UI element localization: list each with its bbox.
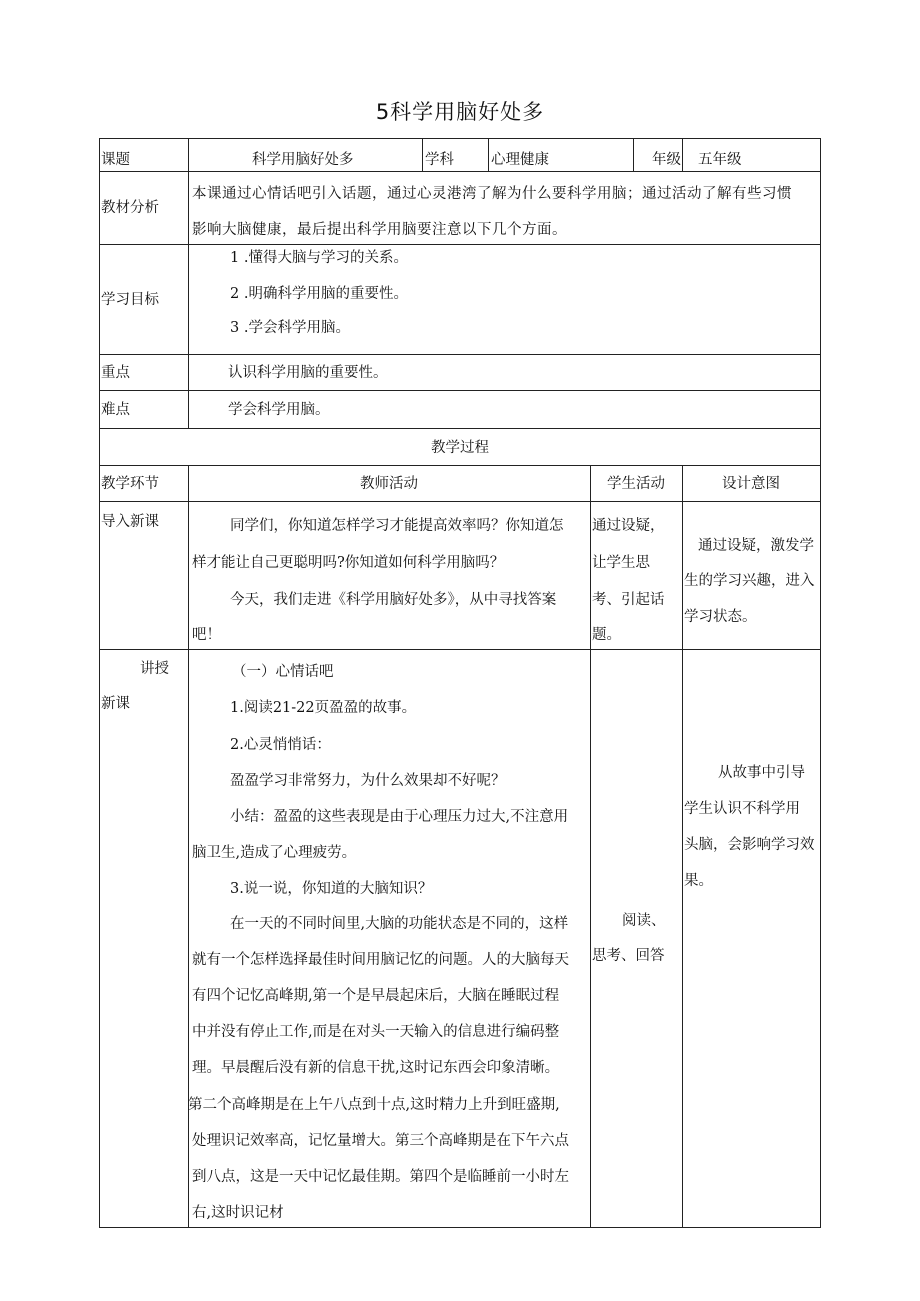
teach-teacher-line: 有四个记忆高峰期,第一个是早晨起床后，大脑在睡眠过程 (192, 988, 560, 1004)
column-student: 学生活动 (607, 476, 665, 492)
goal-item: 2 .明确科学用脑的重要性。 (230, 286, 408, 302)
course-label: 课题 (101, 152, 130, 168)
teach-teacher-line: 在一天的不同时间里,大脑的功能状态是不同的，这样 (230, 916, 569, 932)
intro-teacher-line: 吧！ (192, 627, 221, 643)
teach-intent-line: 学生认识不科学用 (684, 801, 800, 817)
column-stage: 教学环节 (101, 476, 159, 492)
teach-stage-line: 新课 (101, 696, 130, 712)
subject-value: 心理健康 (491, 152, 549, 168)
column-intent: 设计意图 (722, 476, 780, 492)
teach-teacher-line: 处理识记效率高，记忆量增大。第三个高峰期是在下午六点 (192, 1133, 569, 1149)
teach-teacher-line: 右,这时识记材 (192, 1205, 284, 1221)
intro-intent-line: 学习状态。 (684, 609, 757, 625)
teach-student-line: 思考、回答 (592, 948, 665, 964)
intro-teacher-line: 同学们，你知道怎样学习才能提高效率吗？你知道怎 (230, 518, 564, 534)
goal-item: 3 .学会科学用脑。 (230, 320, 350, 336)
intro-student-line: 通过设疑， (592, 518, 665, 534)
teach-teacher-line: 就有一个怎样选择最佳时间用脑记忆的问题。人的大脑每天 (192, 952, 569, 968)
teach-intent-line: 果。 (684, 873, 713, 889)
teach-intent-line: 从故事中引导 (718, 765, 805, 781)
teach-teacher-line: 第二个高峰期是在上午八点到十点,这时精力上升到旺盛期, (188, 1097, 560, 1113)
column-teacher: 教师活动 (360, 476, 418, 492)
analysis-label: 教材分析 (101, 200, 159, 216)
teach-stage-line: 讲授 (140, 661, 169, 677)
difficulty-label: 难点 (101, 402, 130, 418)
teach-teacher-line: 中并没有停止工作,而是在对头一天输入的信息进行编码整 (192, 1024, 560, 1040)
goals-label: 学习目标 (101, 292, 159, 308)
intro-student-line: 题。 (592, 627, 621, 643)
teach-teacher-line: 盈盈学习非常努力，为什么效果却不好呢？ (230, 773, 506, 789)
grade-label: 年级 (652, 152, 681, 168)
analysis-line: 本课通过心情话吧引入话题，通过心灵港湾了解为什么要科学用脑；通过活动了解有些习惯 (192, 186, 792, 202)
key-point-value: 认识科学用脑的重要性。 (228, 365, 388, 381)
intro-intent-line: 生的学习兴趣，进入 (684, 573, 815, 589)
goal-item: 1 .懂得大脑与学习的关系。 (230, 250, 408, 266)
teach-teacher-line: 3.说一说，你知道的大脑知识？ (230, 881, 433, 897)
teach-teacher-line: 到八点，这是一天中记忆最佳期。第四个是临睡前一小时左 (192, 1169, 569, 1185)
subject-label: 学科 (425, 152, 454, 168)
page-title: 5科学用脑好处多 (375, 100, 545, 124)
analysis-line: 影响大脑健康，最后提出科学用脑要注意以下几个方面。 (192, 222, 567, 238)
intro-student-line: 考、引起话 (592, 592, 665, 608)
teach-teacher-line: 2.心灵悄悄话： (230, 737, 331, 753)
grade-value: 五年级 (698, 152, 742, 168)
teach-teacher-line: 理。早晨醒后没有新的信息干扰,这时记东西会印象清晰。 (192, 1060, 560, 1076)
teach-teacher-line: 1.阅读21-22页盈盈的故事。 (230, 700, 417, 716)
teach-teacher-line: 脑卫生,造成了心理疲劳。 (192, 845, 357, 861)
difficulty-value: 学会科学用脑。 (228, 402, 330, 418)
intro-intent-line: 通过设疑，激发学 (698, 538, 814, 554)
key-point-label: 重点 (101, 365, 130, 381)
teach-teacher-line: （一）心情话吧 (232, 664, 334, 680)
intro-teacher-line: 样才能让自己更聪明吗?你知道如何科学用脑吗？ (192, 555, 505, 571)
course-value: 科学用脑好处多 (252, 152, 354, 168)
process-title: 教学过程 (431, 440, 489, 456)
teach-intent-line: 头脑，会影响学习效 (684, 837, 815, 853)
intro-teacher-line: 今天，我们走进《科学用脑好处多》，从中寻找答案 (230, 592, 557, 608)
teach-student-line: 阅读、 (622, 913, 666, 929)
teach-teacher-line: 小结：盈盈的这些表现是由于心理压力过大,不注意用 (230, 809, 569, 825)
intro-student-line: 让学生思 (592, 555, 650, 571)
intro-stage: 导入新课 (101, 514, 159, 530)
